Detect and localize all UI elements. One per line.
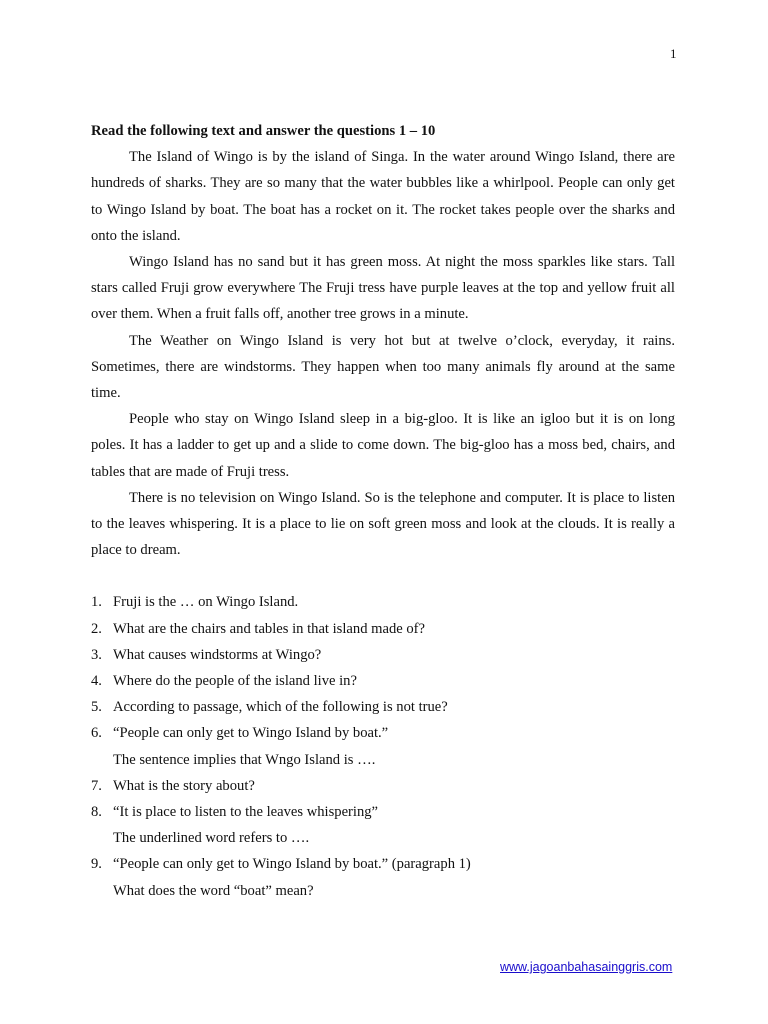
question-text: According to passage, which of the following is not true?	[113, 699, 448, 716]
paragraph-3: The Weather on Wingo Island is very hot but at twelve o’clock, everyday, it rains. Sometimes, there are windstorms. They happen when too many animals fly around at the same time.	[91, 332, 675, 402]
question-number: 8.	[91, 804, 102, 821]
question-item	[91, 616, 675, 642]
question-item	[91, 694, 675, 720]
paragraph-2: Wingo Island has no sand but it has green moss. At night the moss sparkles like stars. Tall stars called Fruji grow everywhere The Fruji tress have purple leaves at the top and yellow fruit all over them. When a fruit falls off, another tree grows in a minute.	[91, 254, 675, 323]
question-number: 9.	[91, 856, 102, 873]
question-item	[91, 851, 675, 903]
question-number: 4.	[91, 673, 102, 690]
question-number: 2.	[91, 620, 102, 637]
paragraph-1: The Island of Wingo is by the island of Singa. In the water around Wingo Island, there are hundreds of sharks. They are so many that the water bubbles like a whirlpool. People can only get to Wingo Island by boat. The boat has a rocket on it. The rocket takes people over the sharks and onto the island.	[91, 149, 675, 244]
question-item	[91, 668, 675, 694]
question-text: What is the story about?	[113, 777, 255, 794]
question-text: What are the chairs and tables in that island made of?	[113, 620, 426, 637]
question-text: Where do the people of the island live in?	[113, 673, 357, 690]
paragraph-5: There is no television on Wingo Island. So is the telephone and computer. It is place to listen to the leaves whispering. It is a place to lie on soft green moss and look at the clouds. It is really a place to dream.	[91, 489, 675, 559]
question-number: 6.	[91, 725, 102, 742]
question-item	[91, 799, 675, 851]
question-number: 7.	[91, 777, 102, 794]
question-number: 5.	[91, 699, 102, 716]
document-body	[91, 118, 675, 904]
paragraph-4: People who stay on Wingo Island sleep in a big-gloo. It is like an igloo but it is on long poles. It has a ladder to get up and a slide to come down. The big-gloo has a moss bed, chairs, and tables that are made of Fruji tress.	[91, 411, 675, 480]
question-text: What causes windstorms at Wingo?	[113, 646, 322, 663]
website-link[interactable]: www.jagoanbahasainggris.com	[500, 960, 673, 974]
instruction-heading: Read the following text and answer the questions 1 – 10	[91, 123, 436, 139]
question-subtext: What does the word “boat” mean?	[113, 882, 314, 899]
question-subtext: The sentence implies that Wngo Island is ….	[113, 751, 376, 768]
page-number: 1	[670, 46, 677, 61]
question-subtext: The underlined word refers to ….	[113, 830, 310, 847]
question-item	[91, 589, 675, 615]
question-text: “People can only get to Wingo Island by boat.”	[113, 725, 389, 742]
question-item	[91, 773, 675, 799]
question-item	[91, 720, 675, 772]
question-list	[91, 589, 675, 903]
question-text: “People can only get to Wingo Island by boat.” (paragraph 1)	[113, 856, 471, 873]
question-text: “It is place to listen to the leaves whispering”	[113, 804, 379, 821]
question-item	[91, 642, 675, 668]
question-text: Fruji is the … on Wingo Island.	[113, 594, 299, 611]
question-number: 1.	[91, 594, 102, 611]
question-number: 3.	[91, 646, 102, 663]
